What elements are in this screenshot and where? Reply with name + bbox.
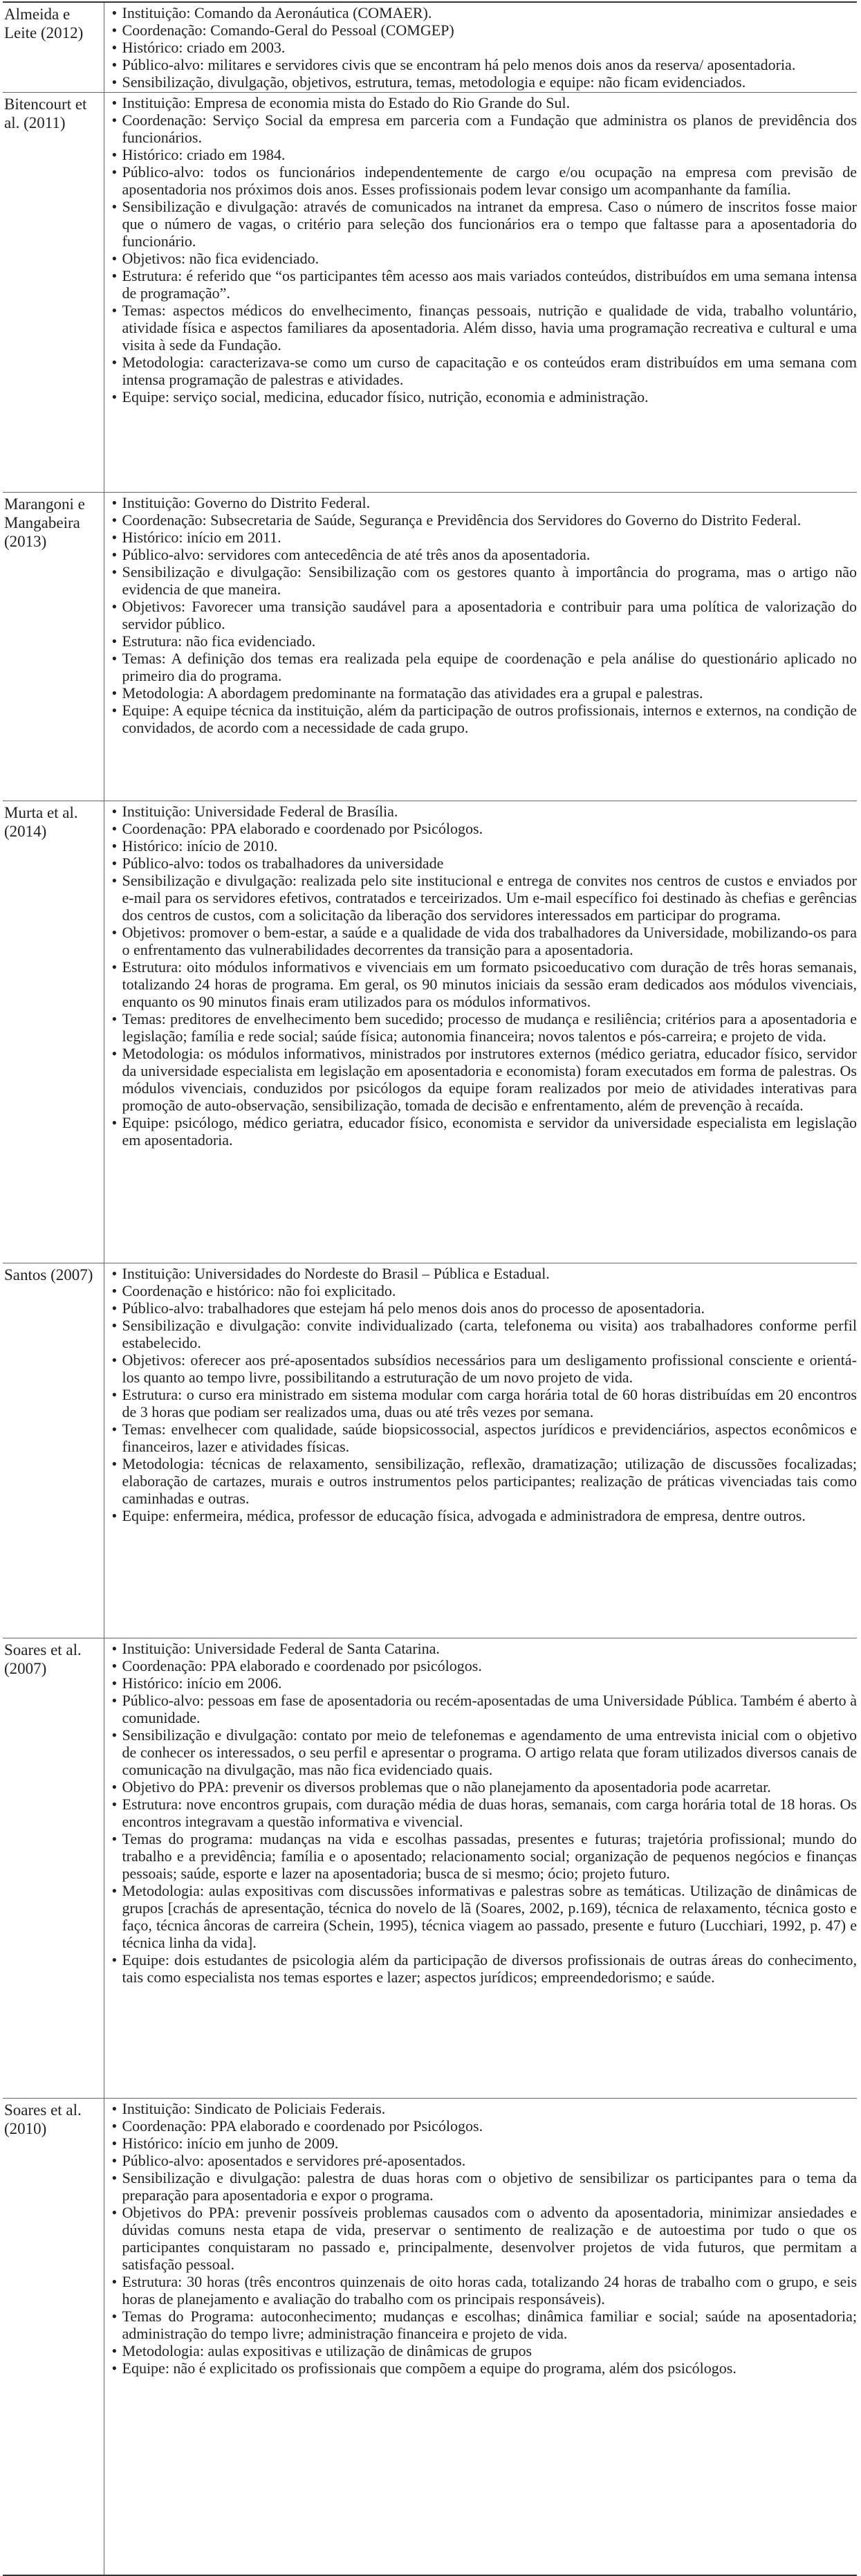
- table-row: [3, 801, 857, 1263]
- detail-item: • Instituição: Universidade Federal de Santa Catarina.: [111, 1640, 858, 1657]
- detail-item: • Instituição: Governo do Distrito Federal.: [111, 494, 858, 511]
- author-cell: [3, 801, 104, 1263]
- author-cell: [3, 93, 104, 493]
- detail-item: • Coordenação: Comando-Geral do Pessoal (COMGEP): [111, 21, 858, 39]
- detail-item: • Equipe: dois estudantes de psicologia além da participação de diversos profissionais de outras áreas do conhecimento, tais como especialista nos temas esportes e lazer; aspectos jurídicos; empreendedorismo; e saúde.: [111, 1951, 858, 1986]
- details-cell: [104, 493, 857, 801]
- detail-item: • Objetivos: promover o bem-estar, a saúde e a qualidade de vida dos trabalhadores da Universidade, mobilizando-os para o enfrentamento das vulnerabilidades decorrentes da transição para a aposentadoria.: [111, 924, 858, 958]
- table-row: [3, 93, 857, 493]
- author-citation: Bitencourt et al. (2011): [4, 95, 87, 131]
- detail-item: • Instituição: Comando da Aeronáutica (COMAER).: [111, 4, 858, 21]
- detail-item: • Público-alvo: pessoas em fase de aposentadoria ou recém-aposentadas de uma Universidade Pública. Também é aberto à comunidade.: [111, 1692, 858, 1726]
- author-citation: Marangoni e Mangabeira (2013): [4, 495, 85, 550]
- detail-item: • Metodologia: aulas expositivas com discussões informativas e palestras sobre as temáticas. Utilização de dinâmicas de grupos [crachás de apresentação, técnica do novelo de lã (Soares, 2002, p.169), técnica de relaxamento, técnica gosto e faço, técnica âncoras de carreira (Schein, 1995), técnica viagem ao passado, presente e futuro (Lucchiari, 1992, p. 47) e técnica linha da vida].: [111, 1882, 858, 1951]
- detail-item: • Sensibilização e divulgação: através de comunicados na intranet da empresa. Caso o número de inscritos fosse maior que o número de vagas, o critério para seleção dos funcionários era o tempo que faltasse para a aposentadoria do funcionário.: [111, 198, 858, 250]
- details-list: [111, 4, 858, 91]
- detail-item: • Estrutura: não fica evidenciado.: [111, 632, 858, 650]
- detail-item: • Equipe: psicólogo, médico geriatra, educador físico, economista e servidor da universidade especialista em legislação em aposentadoria.: [111, 1114, 858, 1149]
- details-list: [111, 2100, 858, 2377]
- detail-item: • Estrutura: nove encontros grupais, com duração média de duas horas, semanais, com carga horária total de 18 horas. Os encontros integravam a questão informativa e vivencial.: [111, 1796, 858, 1830]
- detail-item: • Estrutura: oito módulos informativos e vivenciais em um formato psicoeducativo com duração de três horas semanais, totalizando 24 horas de programa. Em geral, os 90 minutos iniciais da sessão eram dedicados aos módulos vivenciais, enquanto os 90 minutos finais eram utilizados para os módulos informativos.: [111, 958, 858, 1010]
- detail-item: • Objetivos: oferecer aos pré-aposentados subsídios necessários para um desligamento profissional consciente e orientá-los quanto ao tempo livre, possibilitando a estruturação de um novo projeto de vida.: [111, 1351, 858, 1386]
- detail-item: • Coordenação: PPA elaborado e coordenado por psicólogos.: [111, 1657, 858, 1674]
- detail-item: • Público-alvo: servidores com antecedência de até três anos da aposentadoria.: [111, 546, 858, 563]
- detail-item: • Metodologia: caracterizava-se como um curso de capacitação e os conteúdos eram distribuídos em uma semana com intensa programação de palestras e atividades.: [111, 354, 858, 388]
- detail-item: • Histórico: criado em 2003.: [111, 39, 858, 56]
- detail-item: • Histórico: início em junho de 2009.: [111, 2135, 858, 2152]
- details-cell: [104, 1263, 857, 1638]
- detail-item: • Público-alvo: todos os trabalhadores da universidade: [111, 855, 858, 872]
- author-cell: [3, 2, 104, 93]
- detail-item: • Instituição: Universidades do Nordeste do Brasil – Pública e Estadual.: [111, 1265, 858, 1282]
- detail-item: • Sensibilização e divulgação: convite individualizado (carta, telefonema ou visita) aos trabalhadores conforme perfil estabelecido.: [111, 1317, 858, 1351]
- detail-item: • Coordenação e histórico: não foi explicitado.: [111, 1282, 858, 1299]
- detail-item: • Sensibilização, divulgação, objetivos, estrutura, temas, metodologia e equipe: não ficam evidenciados.: [111, 73, 858, 91]
- detail-item: • Metodologia: os módulos informativos, ministrados por instrutores externos (médico geriatra, educador físico, servidor da universidade especialista em legislação em aposentadoria e economista) foram executados em forma de palestras. Os módulos vivenciais, conduzidos por psicólogos da equipe foram realizados por meio de atividades interativas para promoção de auto-observação, sensibilização, tomada de decisão e enfrentamento, além de prevenção à recaída.: [111, 1045, 858, 1114]
- table-row: [3, 1263, 857, 1638]
- detail-item: • Objetivos: Favorecer uma transição saudável para a aposentadoria e contribuir para uma política de valorização do servidor público.: [111, 598, 858, 632]
- detail-item: • Objetivos do PPA: prevenir possíveis problemas causados com o advento da aposentadoria, minimizar ansiedades e dúvidas comuns nesta etapa de vida, preservar o sentimento de realização e de autoestima por tudo o que os participantes conquistaram no passado e, principalmente, desenvolver projetos de vida futuros, que permitam a satisfação pessoal.: [111, 2204, 858, 2273]
- detail-item: • Temas: A definição dos temas era realizada pela equipe de coordenação e pela análise do questionário aplicado no primeiro dia do programa.: [111, 650, 858, 684]
- author-cell: [3, 2099, 104, 2575]
- detail-item: • Sensibilização e divulgação: Sensibilização com os gestores quanto à importância do programa, mas o artigo não evidencia de que maneira.: [111, 563, 858, 598]
- table-row: [3, 493, 857, 801]
- detail-item: • Coordenação: PPA elaborado e coordenado por Psicólogos.: [111, 2117, 858, 2135]
- author-citation: Santos (2007): [4, 1266, 93, 1284]
- detail-item: • Coordenação: Subsecretaria de Saúde, Segurança e Previdência dos Servidores do Governo do Distrito Federal.: [111, 511, 858, 529]
- details-list: [111, 1640, 858, 1986]
- detail-item: • Equipe: A equipe técnica da instituição, além da participação de outros profissionais, internos e externos, na condição de convidados, de acordo com a necessidade de cada grupo.: [111, 702, 858, 736]
- author-cell: [3, 1638, 104, 2099]
- detail-item: • Público-alvo: todos os funcionários independentemente de cargo e/ou ocupação na empresa com previsão de aposentadoria nos próximos dois anos. Esses profissionais podem levar consigo um acompanhante da família.: [111, 163, 858, 198]
- details-list: [111, 494, 858, 736]
- author-citation: Murta et al. (2014): [4, 804, 78, 840]
- author-citation: Soares et al. (2010): [4, 2101, 82, 2137]
- details-cell: [104, 93, 857, 493]
- detail-item: • Objetivos: não fica evidenciado.: [111, 250, 858, 267]
- detail-item: • Metodologia: aulas expositivas e utilização de dinâmicas de grupos: [111, 2342, 858, 2359]
- details-list: [111, 1265, 858, 1524]
- detail-item: • Instituição: Empresa de economia mista do Estado do Rio Grande do Sul.: [111, 94, 858, 111]
- detail-item: • Equipe: serviço social, medicina, educador físico, nutrição, economia e administração.: [111, 388, 858, 405]
- detail-item: • Coordenação: Serviço Social da empresa em parceria com a Fundação que administra os planos de previdência dos funcionários.: [111, 111, 858, 146]
- table-body: [3, 2, 857, 2575]
- detail-item: • Temas: aspectos médicos do envelhecimento, finanças pessoais, nutrição e qualidade de vida, trabalho voluntário, atividade física e aspectos familiares da aposentadoria. Além disso, havia uma programação recreativa e cultural e uma visita à sede da Fundação.: [111, 302, 858, 354]
- detail-item: • Temas: preditores de envelhecimento bem sucedido; processo de mudança e resiliência; critérios para a aposentadoria e legislação; família e rede social; saúde física; autonomia financeira; novos talentos e pós-carreira; e projeto de vida.: [111, 1010, 858, 1045]
- author-citation: Almeida e Leite (2012): [4, 6, 84, 42]
- detail-item: • Objetivo do PPA: prevenir os diversos problemas que o não planejamento da aposentadoria pode acarretar.: [111, 1778, 858, 1796]
- detail-item: • Público-alvo: militares e servidores civis que se encontram há pelo menos dois anos da reserva/ aposentadoria.: [111, 56, 858, 73]
- details-cell: [104, 2, 857, 93]
- detail-item: • Temas do Programa: autoconhecimento; mudanças e escolhas; dinâmica familiar e social; saúde na aposentadoria; administração do tempo livre; administração financeira e projeto de vida.: [111, 2308, 858, 2342]
- details-list: [111, 94, 858, 405]
- detail-item: • Equipe: enfermeira, médica, professor de educação física, advogada e administradora de empresa, dentre outros.: [111, 1507, 858, 1524]
- details-cell: [104, 801, 857, 1263]
- details-list: [111, 803, 858, 1149]
- detail-item: • Estrutura: é referido que “os participantes têm acesso aos mais variados conteúdos, distribuídos em uma semana intensa de programação”.: [111, 267, 858, 302]
- detail-item: • Histórico: criado em 1984.: [111, 146, 858, 163]
- detail-item: • Público-alvo: trabalhadores que estejam há pelo menos dois anos do processo de aposentadoria.: [111, 1299, 858, 1317]
- detail-item: • Equipe: não é explicitado os profissionais que compõem a equipe do programa, além dos psicólogos.: [111, 2359, 858, 2377]
- author-citation: Soares et al. (2007): [4, 1641, 82, 1677]
- author-cell: [3, 493, 104, 801]
- table-row: [3, 1638, 857, 2099]
- detail-item: • Sensibilização e divulgação: realizada pelo site institucional e entrega de convites nos centros de custos e enviados por e-mail para os servidores efetivos, contratados e terceirizados. Um e-mail específico foi destinado às chefias e gerências dos centros de custos, com a solicitação da liberação dos servidores interessados em participar do programa.: [111, 872, 858, 924]
- detail-item: • Instituição: Universidade Federal de Brasília.: [111, 803, 858, 820]
- table-row: [3, 2, 857, 93]
- ppa-programs-table: [3, 1, 857, 2576]
- detail-item: • Metodologia: técnicas de relaxamento, sensibilização, reflexão, dramatização; utilização de discussões focalizadas; elaboração de cartazes, murais e outros instrumentos pelos participantes; realização de práticas vivenciadas tais como caminhadas e outras.: [111, 1455, 858, 1507]
- detail-item: • Público-alvo: aposentados e servidores pré-aposentados.: [111, 2152, 858, 2169]
- detail-item: • Estrutura: o curso era ministrado em sistema modular com carga horária total de 60 horas distribuídas em 20 encontros de 3 horas que podiam ser realizados uma, duas ou até três vezes por semana.: [111, 1386, 858, 1421]
- details-cell: [104, 2099, 857, 2575]
- details-cell: [104, 1638, 857, 2099]
- detail-item: • Sensibilização e divulgação: palestra de duas horas com o objetivo de sensibilizar os participantes para o tema da preparação para aposentadoria e expor o programa.: [111, 2169, 858, 2204]
- detail-item: • Coordenação: PPA elaborado e coordenado por Psicólogos.: [111, 820, 858, 837]
- detail-item: • Histórico: início em 2006.: [111, 1674, 858, 1692]
- detail-item: • Estrutura: 30 horas (três encontros quinzenais de oito horas cada, totalizando 24 horas de trabalho com o grupo, e seis horas de planejamento e avaliação do trabalho com os principais responsáveis).: [111, 2273, 858, 2308]
- detail-item: • Metodologia: A abordagem predominante na formatação das atividades era a grupal e palestras.: [111, 684, 858, 702]
- author-cell: [3, 1263, 104, 1638]
- detail-item: • Temas: envelhecer com qualidade, saúde biopsicossocial, aspectos jurídicos e previdenciários, aspectos econômicos e financeiros, lazer e atividades físicas.: [111, 1421, 858, 1455]
- detail-item: • Histórico: início em 2011.: [111, 529, 858, 546]
- detail-item: • Sensibilização e divulgação: contato por meio de telefonemas e agendamento de uma entrevista inicial com o objetivo de conhecer os interessados, o seu perfil e apresentar o programa. O artigo relata que foram utilizados diversos canais de comunicação na divulgação, mas não fica evidenciado quais.: [111, 1726, 858, 1778]
- detail-item: • Temas do programa: mudanças na vida e escolhas passadas, presentes e futuras; trajetória profissional; mundo do trabalho e a previdência; família e o aposentado; relacionamento social; organização de pequenos negócios e finanças pessoais; saúde, esporte e lazer na aposentadoria; busca de si mesmo; ócio; projeto futuro.: [111, 1830, 858, 1882]
- detail-item: • Histórico: início de 2010.: [111, 837, 858, 855]
- table-row: [3, 2099, 857, 2575]
- detail-item: • Instituição: Sindicato de Policiais Federais.: [111, 2100, 858, 2117]
